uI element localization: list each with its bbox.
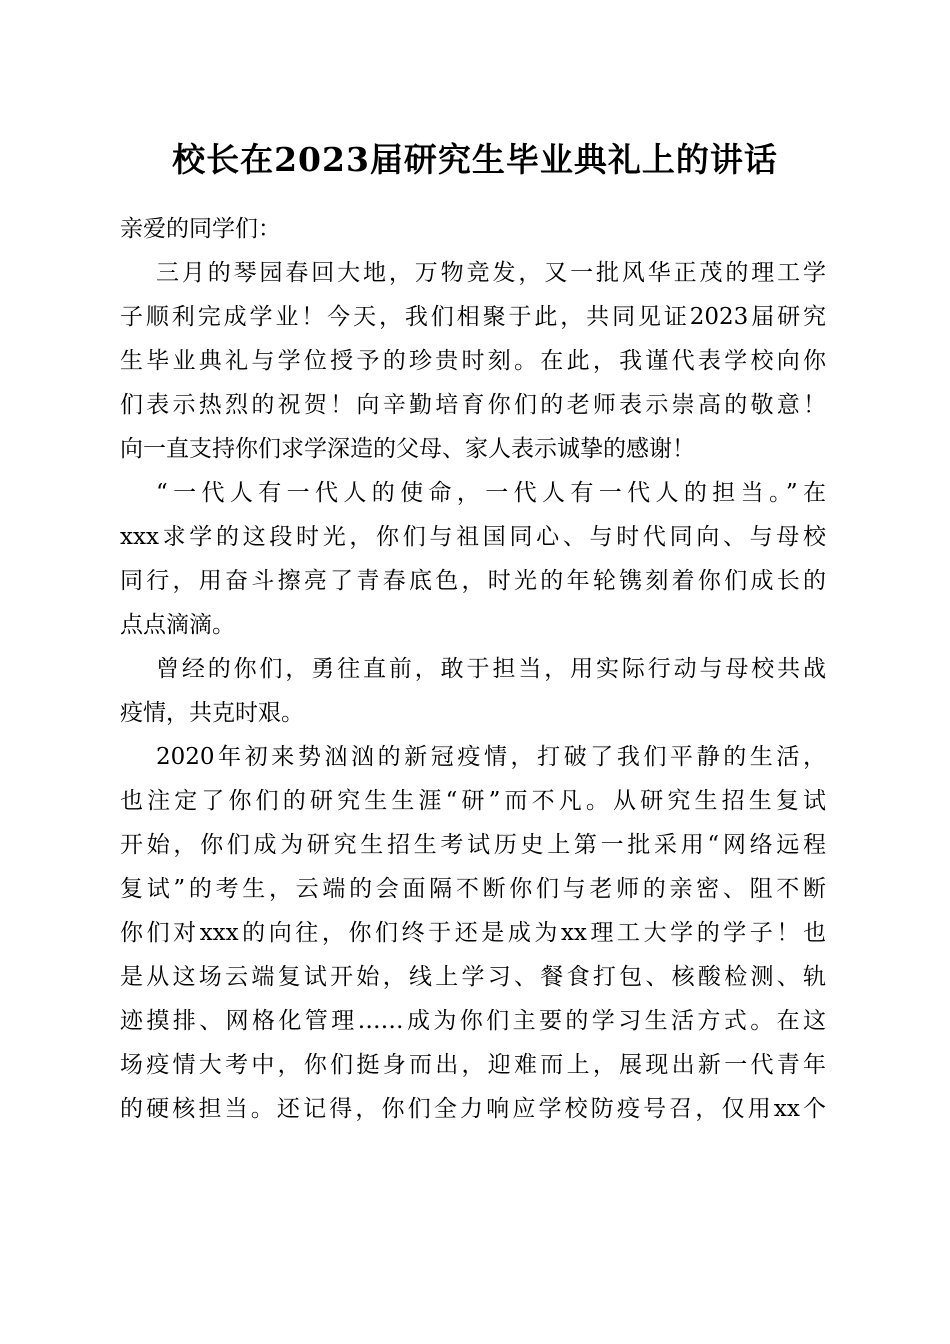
text-line: 场疫情大考中，你们挺身而出，迎难而上，展现出新一代青年	[120, 1052, 826, 1078]
text-line: 同行，用奋斗擦亮了青春底色，时光的年轮镌刻着你们成长的	[120, 568, 826, 594]
text-line: 开始，你们成为研究生招生考试历史上第一批采用“网络远程	[120, 832, 826, 858]
text-line: 你们对xxx的向往，你们终于还是成为xx理工大学的学子！也	[120, 920, 826, 946]
text-line: 复试”的考生，云端的会面隔不断你们与老师的亲密、阻不断	[120, 876, 826, 902]
text-line: 的硬核担当。还记得，你们全力响应学校防疫号召，仅用xx个	[120, 1096, 826, 1122]
document-title: 校长在2023届研究生毕业典礼上的讲话	[172, 140, 778, 179]
text-line: xxx求学的这段时光，你们与祖国同心、与时代同向、与母校	[120, 524, 826, 550]
text-line: 们表示热烈的祝贺！向辛勤培育你们的老师表示崇高的敬意！	[120, 392, 826, 418]
text-line: 三月的琴园春回大地，万物竞发，又一批风华正茂的理工学	[156, 260, 826, 286]
text-line: 迹摸排、网格化管理……成为你们主要的学习生活方式。在这	[120, 1008, 826, 1034]
document-body	[120, 207, 826, 1131]
text-line: 曾经的你们，勇往直前，敢于担当，用实际行动与母校共战	[156, 656, 826, 682]
text-line: 亲爱的同学们：	[120, 216, 281, 242]
text-line: 生毕业典礼与学位授予的珍贵时刻。在此，我谨代表学校向你	[120, 348, 826, 374]
text-line: 向一直支持你们求学深造的父母、家人表示诚挚的感谢！	[120, 436, 695, 462]
text-line: 是从这场云端复试开始，线上学习、餐食打包、核酸检测、轨	[120, 964, 826, 990]
text-line: 疫情，共克时艰。	[120, 700, 304, 726]
text-line: 子顺利完成学业！今天，我们相聚于此，共同见证2023届研究	[120, 304, 826, 330]
text-line: 也注定了你们的研究生生涯“研”而不凡。从研究生招生复试	[120, 788, 826, 814]
text-line: “一代人有一代人的使命，一代人有一代人的担当。”在	[156, 480, 826, 506]
text-line: 点点滴滴。	[120, 612, 235, 638]
text-line: 2020年初来势汹汹的新冠疫情，打破了我们平静的生活，	[156, 744, 826, 770]
